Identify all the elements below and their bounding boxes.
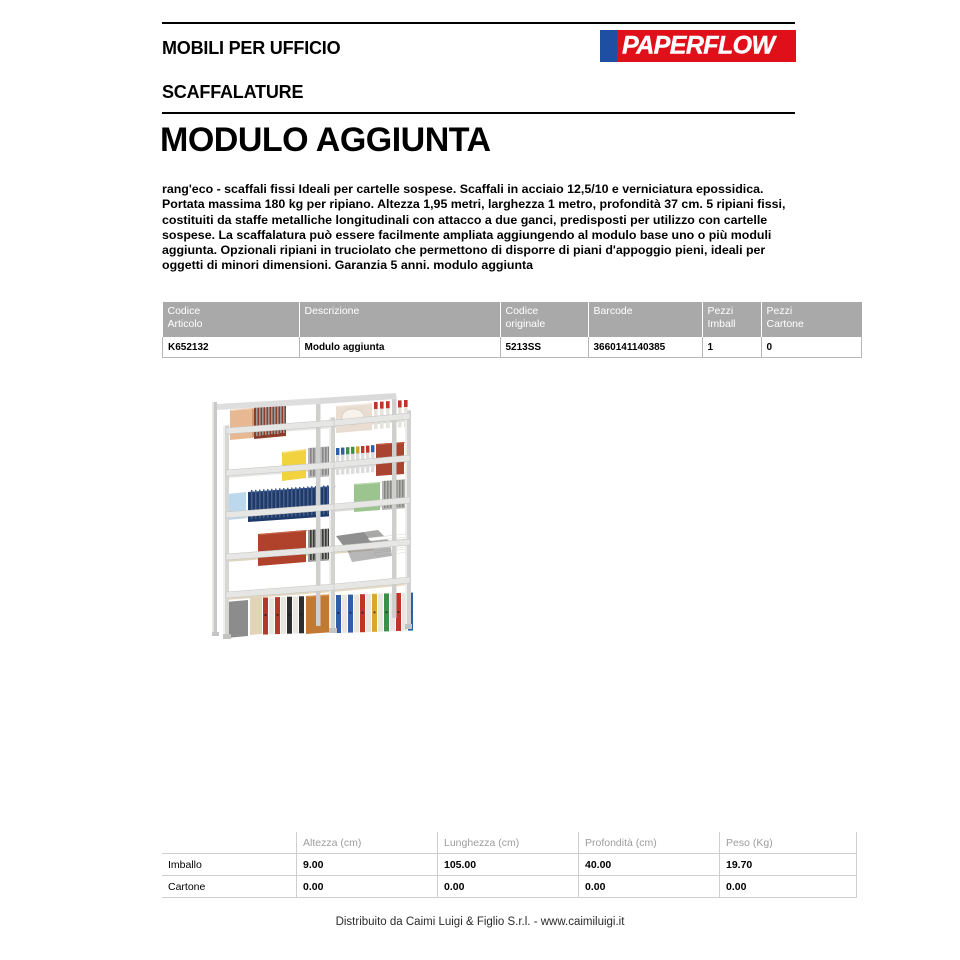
- cell-codice-originale: 5213SS: [500, 337, 588, 358]
- cell-row-label-cartone: Cartone: [162, 876, 297, 898]
- cell-cartone-profondita: 0.00: [579, 876, 720, 898]
- page-title: MODULO AGGIUNTA: [160, 121, 491, 159]
- table-row: [162, 876, 857, 898]
- product-photo: [196, 386, 418, 640]
- logo-blue-stripe: [600, 30, 617, 62]
- cell-descrizione: Modulo aggiunta: [299, 337, 500, 358]
- cell-imballo-peso: 19.70: [720, 854, 857, 876]
- cell-cartone-peso: 0.00: [720, 876, 857, 898]
- column-header-codice-originale: Codice originale: [500, 302, 588, 337]
- articles-table-header-row: [163, 302, 862, 337]
- column-header-pezzi-cartone: Pezzi Cartone: [761, 302, 862, 337]
- dimensions-table: [162, 832, 857, 898]
- column-header-lunghezza: Lunghezza (cm): [438, 832, 579, 854]
- dimensions-table-header-row: [162, 832, 857, 854]
- table-row: [162, 854, 857, 876]
- footer-distributor: Distribuito da Caimi Luigi & Figlio S.r.l. - www.caimiluigi.it: [335, 916, 625, 928]
- header-category-secondary: SCAFFALATURE: [162, 82, 304, 102]
- cell-codice-articolo: K652132: [163, 337, 300, 358]
- column-header-barcode: Barcode: [588, 302, 702, 337]
- paperflow-logo: [600, 30, 796, 62]
- cell-pezzi-imball: 1: [702, 337, 761, 358]
- column-header-descrizione: Descrizione: [299, 302, 500, 337]
- cell-row-label-imballo: Imballo: [162, 854, 297, 876]
- cell-barcode: 3660141140385: [588, 337, 702, 358]
- cell-imballo-lunghezza: 105.00: [438, 854, 579, 876]
- header-rule-bottom: [162, 112, 795, 114]
- column-header-profondita: Profondità (cm): [579, 832, 720, 854]
- cell-pezzi-cartone: 0: [761, 337, 862, 358]
- cell-imballo-profondita: 40.00: [579, 854, 720, 876]
- table-row: [163, 337, 862, 358]
- cell-imballo-altezza: 9.00: [297, 854, 438, 876]
- logo-wordmark: PAPERFLOW: [622, 31, 775, 60]
- column-header-codice-articolo: Codice Articolo: [163, 302, 300, 337]
- column-header-altezza: Altezza (cm): [297, 832, 438, 854]
- column-header-pezzi-imball: Pezzi Imball: [702, 302, 761, 337]
- header-rule-top: [162, 22, 795, 24]
- articles-table: [162, 302, 862, 358]
- column-header-dimension-label: [162, 832, 297, 854]
- header-category-primary: MOBILI PER UFFICIO: [162, 38, 341, 58]
- column-header-peso: Peso (Kg): [720, 832, 857, 854]
- product-description: rang'eco - scaffali fissi Ideali per cartelle sospese. Scaffali in acciaio 12,5/10 e verniciatura epossidica. Portata massima 180 kg per ripiano. Altezza 1,95 metri, larghezza 1 metro, profondità 37 cm. 5 ripiani fissi, costituiti da staffe metalliche longitudinali con attacco a due ganci, predisposti per utilizzo con cartelle sospese. La scaffalatura può essere facilmente ampliata aggiungendo al modulo base uno o più moduli aggiunta. Opzionali ripiani in truciolato che permettono di disporre di piani d'appoggio pieni, ideali per oggetti di minori dimensioni. Garanzia 5 anni. modulo aggiunta: [162, 182, 786, 273]
- cell-cartone-lunghezza: 0.00: [438, 876, 579, 898]
- cell-cartone-altezza: 0.00: [297, 876, 438, 898]
